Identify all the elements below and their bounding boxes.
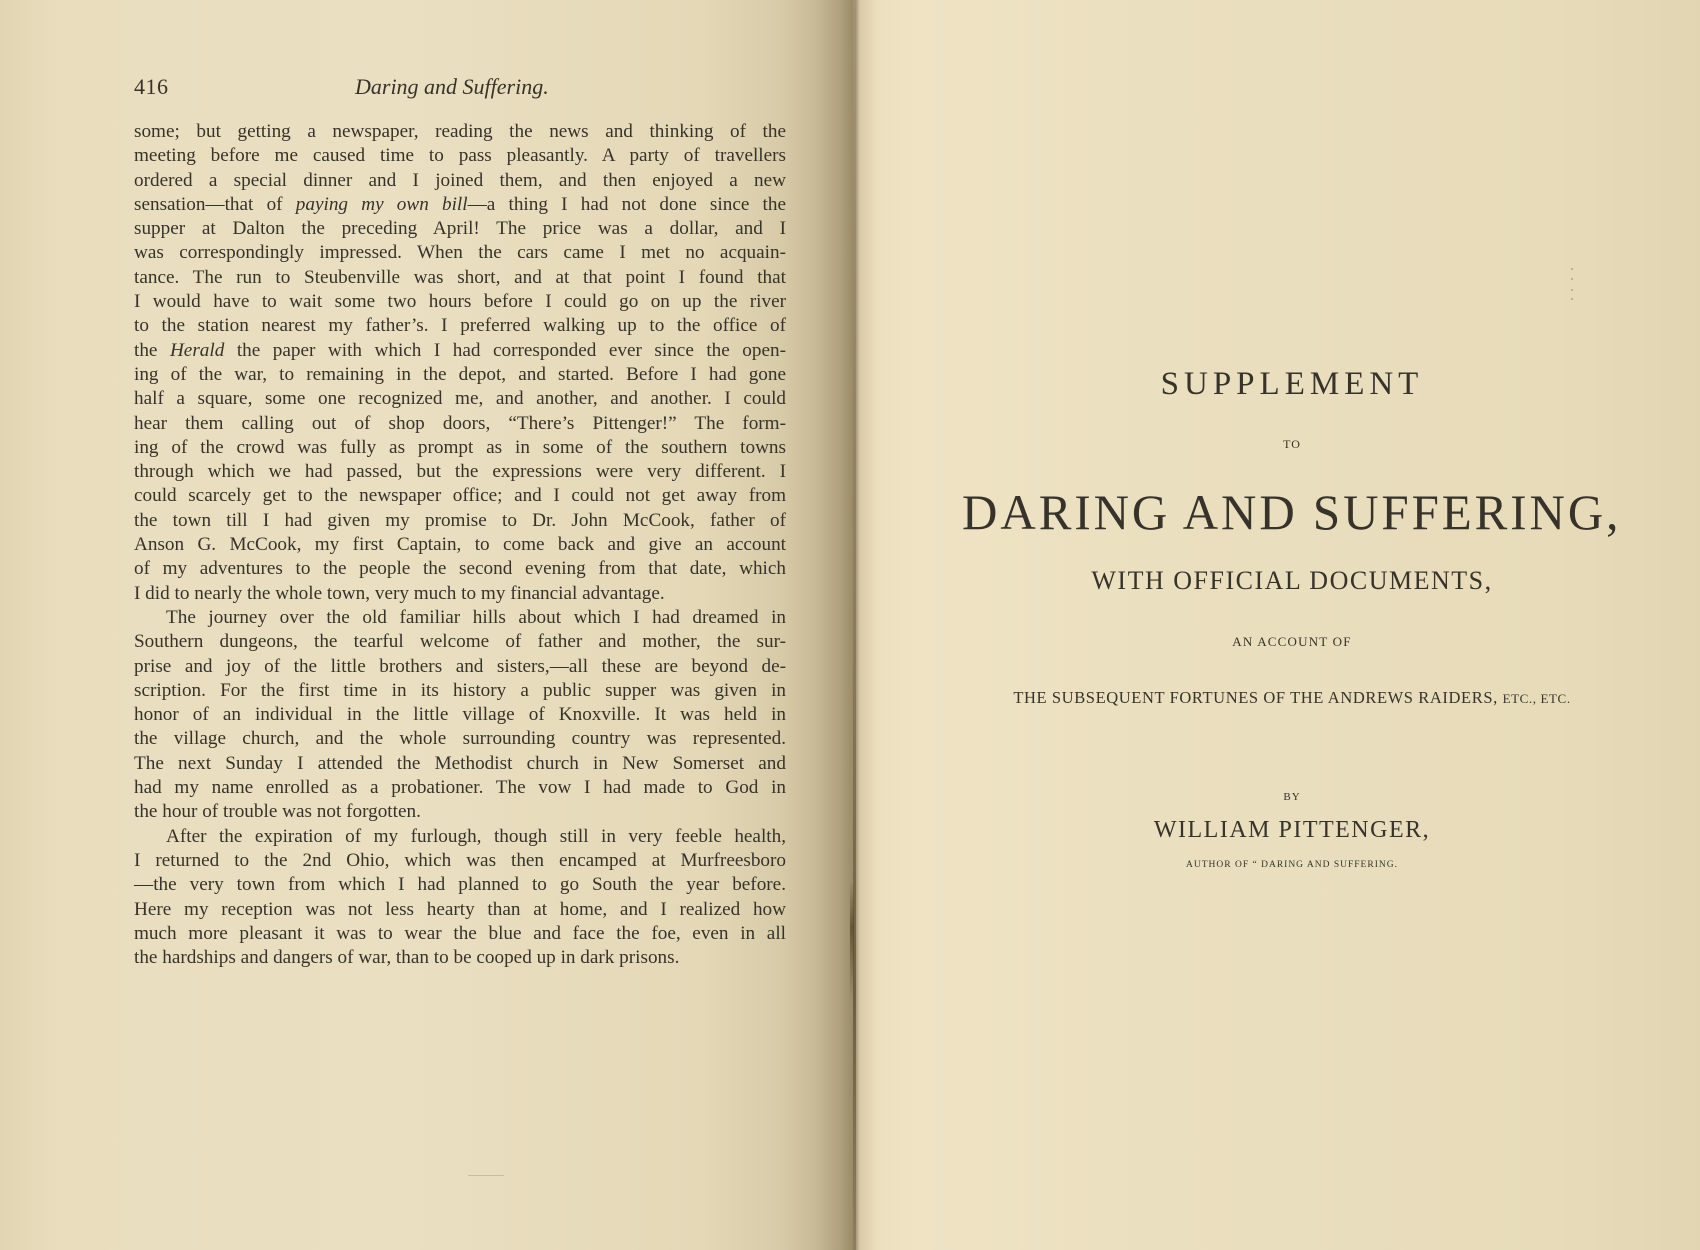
paper-speck <box>1571 278 1573 280</box>
text-segment: the paper with which I had corresponded ever since the open- <box>224 339 786 361</box>
text-line: some; but getting a newspaper, reading the news and thinking of the <box>134 121 786 142</box>
text-line <box>134 193 786 217</box>
text-line: could scarcely get to the newspaper office; and I could not get away from <box>134 485 786 507</box>
supplement-heading: SUPPLEMENT <box>1160 366 1424 402</box>
italic-text: paying my own bill <box>295 193 468 215</box>
italic-text: Herald <box>169 339 225 361</box>
running-title: Daring and Suffering. <box>355 74 549 99</box>
text-line: Southern dungeons, the tearful welcome of father and mother, the sur- <box>134 631 786 653</box>
text-line <box>134 339 786 363</box>
main-title: DARING AND SUFFERING, <box>962 484 1622 540</box>
text-line: had my name enrolled as a probationer. The vow I had made to God in <box>134 777 786 799</box>
paper-speck <box>1571 289 1573 291</box>
title-page <box>856 0 1700 1250</box>
gutter-shadow-mark <box>850 880 854 1000</box>
subsequent-text: THE SUBSEQUENT FORTUNES OF THE ANDREWS RAIDERS, <box>1013 688 1503 707</box>
text-line: meeting before me caused time to pass pleasantly. A party of travellers <box>134 145 786 167</box>
text-line: the hour of trouble was not forgotten. <box>134 801 421 823</box>
text-line: half a square, some one recognized me, and another, and another. I could <box>134 388 786 410</box>
text-line: Anson G. McCook, my first Captain, to come back and give an account <box>134 534 786 556</box>
text-line: After the expiration of my furlough, though still in very feeble health, <box>166 825 786 847</box>
text-line: much more pleasant it was to wear the blue and face the foe, even in all <box>134 922 786 944</box>
text-line: hear them calling out of shop doors, “There’s Pittenger!” The form- <box>134 412 786 434</box>
body-text <box>134 120 786 970</box>
to-label: TO <box>1283 437 1301 451</box>
paper-speck <box>468 1175 504 1176</box>
paper-speck <box>1571 268 1573 270</box>
text-line: to the station nearest my father’s. I preferred walking up to the office of <box>134 315 786 337</box>
text-line: I did to nearly the whole town, very much to my financial advantage. <box>134 582 665 604</box>
subsequent-fortunes-line <box>856 688 1700 708</box>
text-segment: the <box>134 339 170 361</box>
subtitle: WITH OFFICIAL DOCUMENTS, <box>1091 566 1493 595</box>
text-line: the hardships and dangers of war, than to be cooped up in dark prisons. <box>134 947 680 969</box>
text-line: through which we had passed, but the expressions were very different. I <box>134 461 786 483</box>
text-line: Here my reception was not less hearty than at home, and I realized how <box>134 898 786 920</box>
text-line: ordered a special dinner and I joined them, and then enjoyed a new <box>134 169 786 191</box>
author-name: WILLIAM PITTENGER, <box>1153 817 1431 843</box>
text-line: I returned to the 2nd Ohio, which was then encamped at Murfreesboro <box>134 849 786 871</box>
text-line: The next Sunday I attended the Methodist church in New Somerset and <box>134 752 786 774</box>
text-line: tance. The run to Steubenville was short, and at that point I found that <box>134 266 786 288</box>
text-line: ing of the crowd was fully as prompt as in some of the southern towns <box>134 436 786 458</box>
text-segment: sensation—that of <box>134 193 296 215</box>
paper-speck <box>1571 298 1573 300</box>
author-of-line: AUTHOR OF “ DARING AND SUFFERING. <box>1186 860 1398 870</box>
by-label: BY <box>1283 791 1301 803</box>
running-head <box>134 74 786 102</box>
text-line: The journey over the old familiar hills about which I had dreamed in <box>166 606 786 628</box>
text-line: prise and joy of the little brothers and sisters,—all these are beyond de- <box>134 655 786 677</box>
etc-text: ETC., ETC. <box>1502 691 1571 706</box>
text-line: scription. For the first time in its history a public supper was given in <box>134 679 786 701</box>
text-line: of my adventures to the people the second evening from that date, which <box>134 558 786 580</box>
text-line: honor of an individual in the little village of Knoxville. It was held in <box>134 704 786 726</box>
text-line: the town till I had given my promise to Dr. John McCook, father of <box>134 509 786 531</box>
text-line: the village church, and the whole surrounding country was represented. <box>134 728 786 750</box>
text-line: —the very town from which I had planned to go South the year before. <box>134 874 786 896</box>
text-line: ing of the war, to remaining in the depot, and started. Before I had gone <box>134 363 786 385</box>
text-line: was correspondingly impressed. When the cars came I met no acquain- <box>134 242 786 264</box>
text-line: I would have to wait some two hours before I could go on up the river <box>134 291 786 313</box>
account-of-label: AN ACCOUNT OF <box>1232 634 1352 649</box>
text-line: supper at Dalton the preceding April! The price was a dollar, and I <box>134 218 786 240</box>
text-segment: —a thing I had not done since the <box>467 193 787 215</box>
page-number: 416 <box>134 74 169 99</box>
